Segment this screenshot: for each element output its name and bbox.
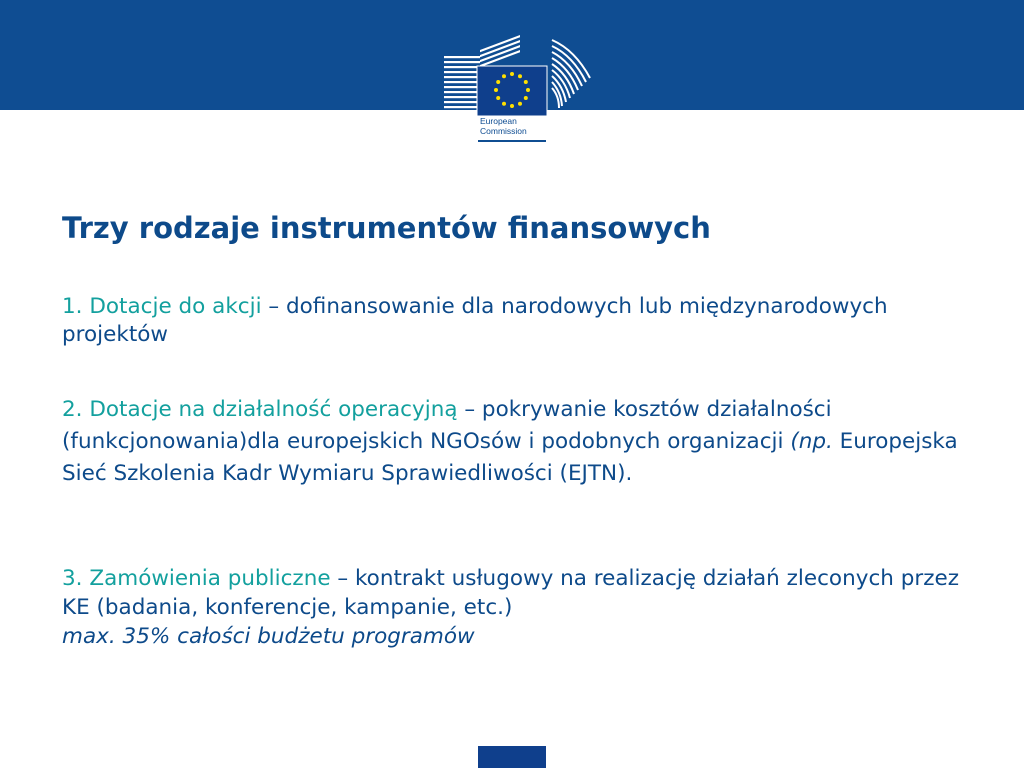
- item-public-procurement: [62, 564, 962, 651]
- slide-title: Trzy rodzaje instrumentów finansowych: [62, 211, 711, 245]
- item-2-label: 2. Dotacje na działalność operacyjną: [62, 397, 458, 422]
- european-commission-logo: [440, 30, 610, 144]
- item-3-text: kontrakt usługowy na realizację działań zleconych przez KE (badania, konferencje, kampanie, etc.): [62, 566, 960, 620]
- logo-wordmark: [480, 116, 590, 136]
- item-2-text-italic: (np.: [790, 429, 833, 454]
- item-3-dash: –: [330, 566, 355, 591]
- footer-eu-flag-icon: [478, 746, 546, 768]
- item-3-note: max. 35% całości budżetu programów: [62, 624, 475, 649]
- item-operating-grants: [62, 394, 962, 490]
- item-1-dash: –: [261, 294, 286, 319]
- item-1-label: 1. Dotacje do akcji: [62, 294, 262, 319]
- item-2-text-a: pokrywanie kosztów działalności (funkcjonowania)dla europejskich NGOsów i podobnych organizacji: [62, 397, 832, 454]
- item-2-dash: –: [457, 397, 482, 422]
- item-grants-for-actions: [62, 293, 962, 349]
- logo-underline: [478, 140, 546, 142]
- item-3-label: 3. Zamówienia publiczne: [62, 566, 331, 591]
- berlaymont-building-icon: [440, 30, 610, 116]
- item-1-text: dofinansowanie dla narodowych lub międzynarodowych projektów: [62, 294, 888, 347]
- logo-line-1: European: [480, 116, 517, 126]
- item-2-text-b: Europejska Sieć Szkolenia Kadr Wymiaru Sprawiedliwości (EJTN).: [62, 429, 958, 486]
- logo-line-2: Commission: [480, 126, 527, 136]
